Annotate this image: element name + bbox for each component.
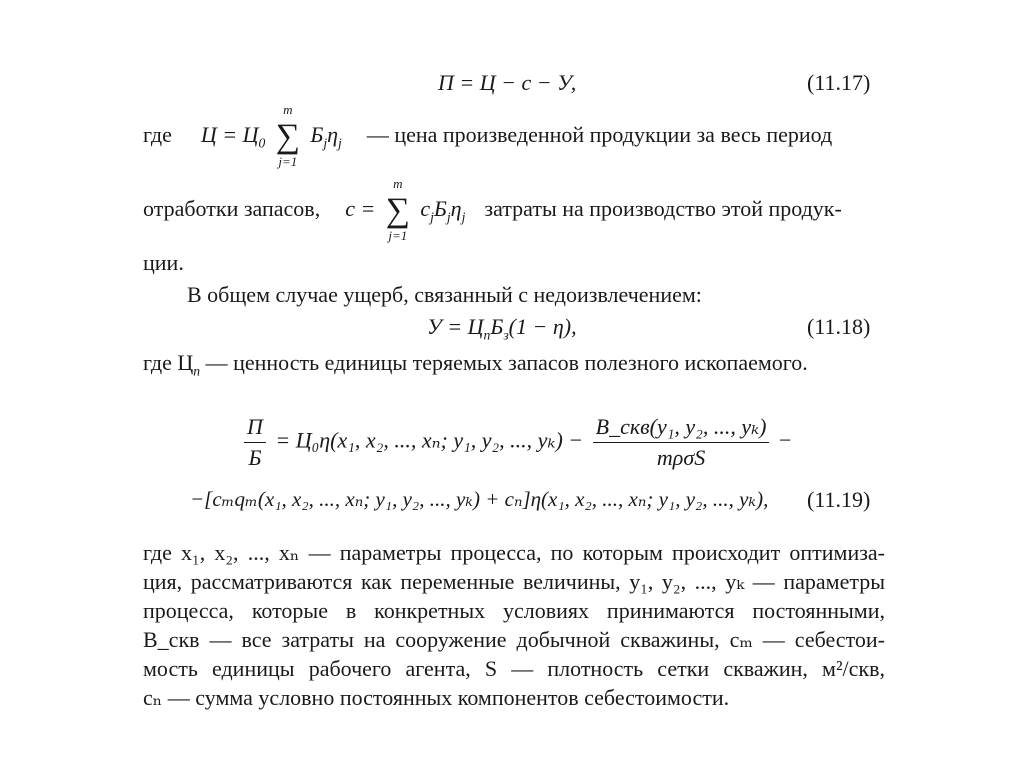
where-word: где [143, 122, 172, 148]
formula-11-18: $У = Ц_пБ_з(1 - \eta)$, [427, 314, 577, 343]
fraction-p-over-b: $\frac{П}{Б}$ [244, 414, 266, 471]
summation-sign: m ∑ j=1 [275, 102, 300, 169]
formula-11-17 [438, 70, 576, 96]
params-text-line-5: мость единицы рабочего агента, S — плотность сетки скважин, м²/скв, [143, 656, 885, 681]
costs-text-a: отработки запасов, [143, 196, 321, 222]
paragraph-costs-definition: отработки запасов, с = m ∑ j=1 $с_jБ_j\eta_j$ затраты на производство этой продук- [143, 176, 842, 243]
formula-11-19-line1: $\frac{П}{Б}$ = Ц₀η(x₁, x₂, ..., xₙ; y₁, y₂, ..., yₖ) − $\frac{\text{B\_скв(y₁, y₂, ..., yₖ)}}{\text{mρσS}}$ − [240, 414, 791, 471]
formula-11-17-expression: П = Ц − с − У, [438, 70, 577, 95]
params-text-line-4: B_скв — все затраты на сооружение добычной скважины, cₘ — себестои- [143, 627, 885, 652]
paragraph-value-definition: где $Ц_п$ — ценность единицы теряемых запасов полезного ископаемого. [143, 350, 808, 379]
equation-number-11-18: (11.18) [807, 314, 871, 339]
formula-price-b: Б [310, 122, 324, 148]
equation-number-11-17: (11.17) [807, 70, 871, 95]
damage-intro-text: В общем случае ущерб, связанный с недоизвлечением: [187, 282, 702, 307]
params-text-line-1: где x₁, x₂, ..., xₙ — параметры процесса, по которым происходит оптимиза- [143, 540, 885, 565]
value-definition-text: — ценность единицы теряемых запасов полезного ископаемого. [205, 350, 808, 375]
equation-number-11-19: (11.19) [807, 487, 871, 512]
formula-11-19-line2: −[cₘqₘ(x₁, x₂, ..., xₙ; y₁, y₂, ..., yₖ) + cₙ]η(x₁, x₂, ..., xₙ; y₁, y₂, ..., yₖ), [190, 487, 769, 511]
params-text-line-3: процесса, которые в конкретных условиях принимаются постоянными, [143, 598, 885, 623]
params-text-line-2: ция, рассматриваются как переменные величины, y₁, y₂, ..., yₖ — параметры [143, 569, 885, 594]
costs-text-c: ции. [143, 250, 184, 275]
params-text-line-6: cₙ — сумма условно постоянных компонентов себестоимости. [143, 685, 730, 710]
costs-text-b: затраты на производство этой продук- [484, 196, 842, 222]
fraction-well-costs: $\frac{\text{B\_скв(y₁, y₂, ..., yₖ)}}{\text{mρσS}}$ [593, 414, 770, 471]
paragraph-price-definition: где $Ц = Ц_0$ m ∑ j=1 $Б_j\eta_j$ — цена произведенной продукции за весь период [143, 102, 833, 169]
formula-costs-lhs: с = [345, 196, 376, 222]
price-definition-text: — цена произведенной продукции за весь период [366, 122, 833, 148]
summation-sign-costs: m ∑ j=1 [385, 176, 410, 243]
formula-costs-term: с [420, 196, 431, 222]
formula-price-lhs: Ц = Ц [200, 122, 259, 148]
